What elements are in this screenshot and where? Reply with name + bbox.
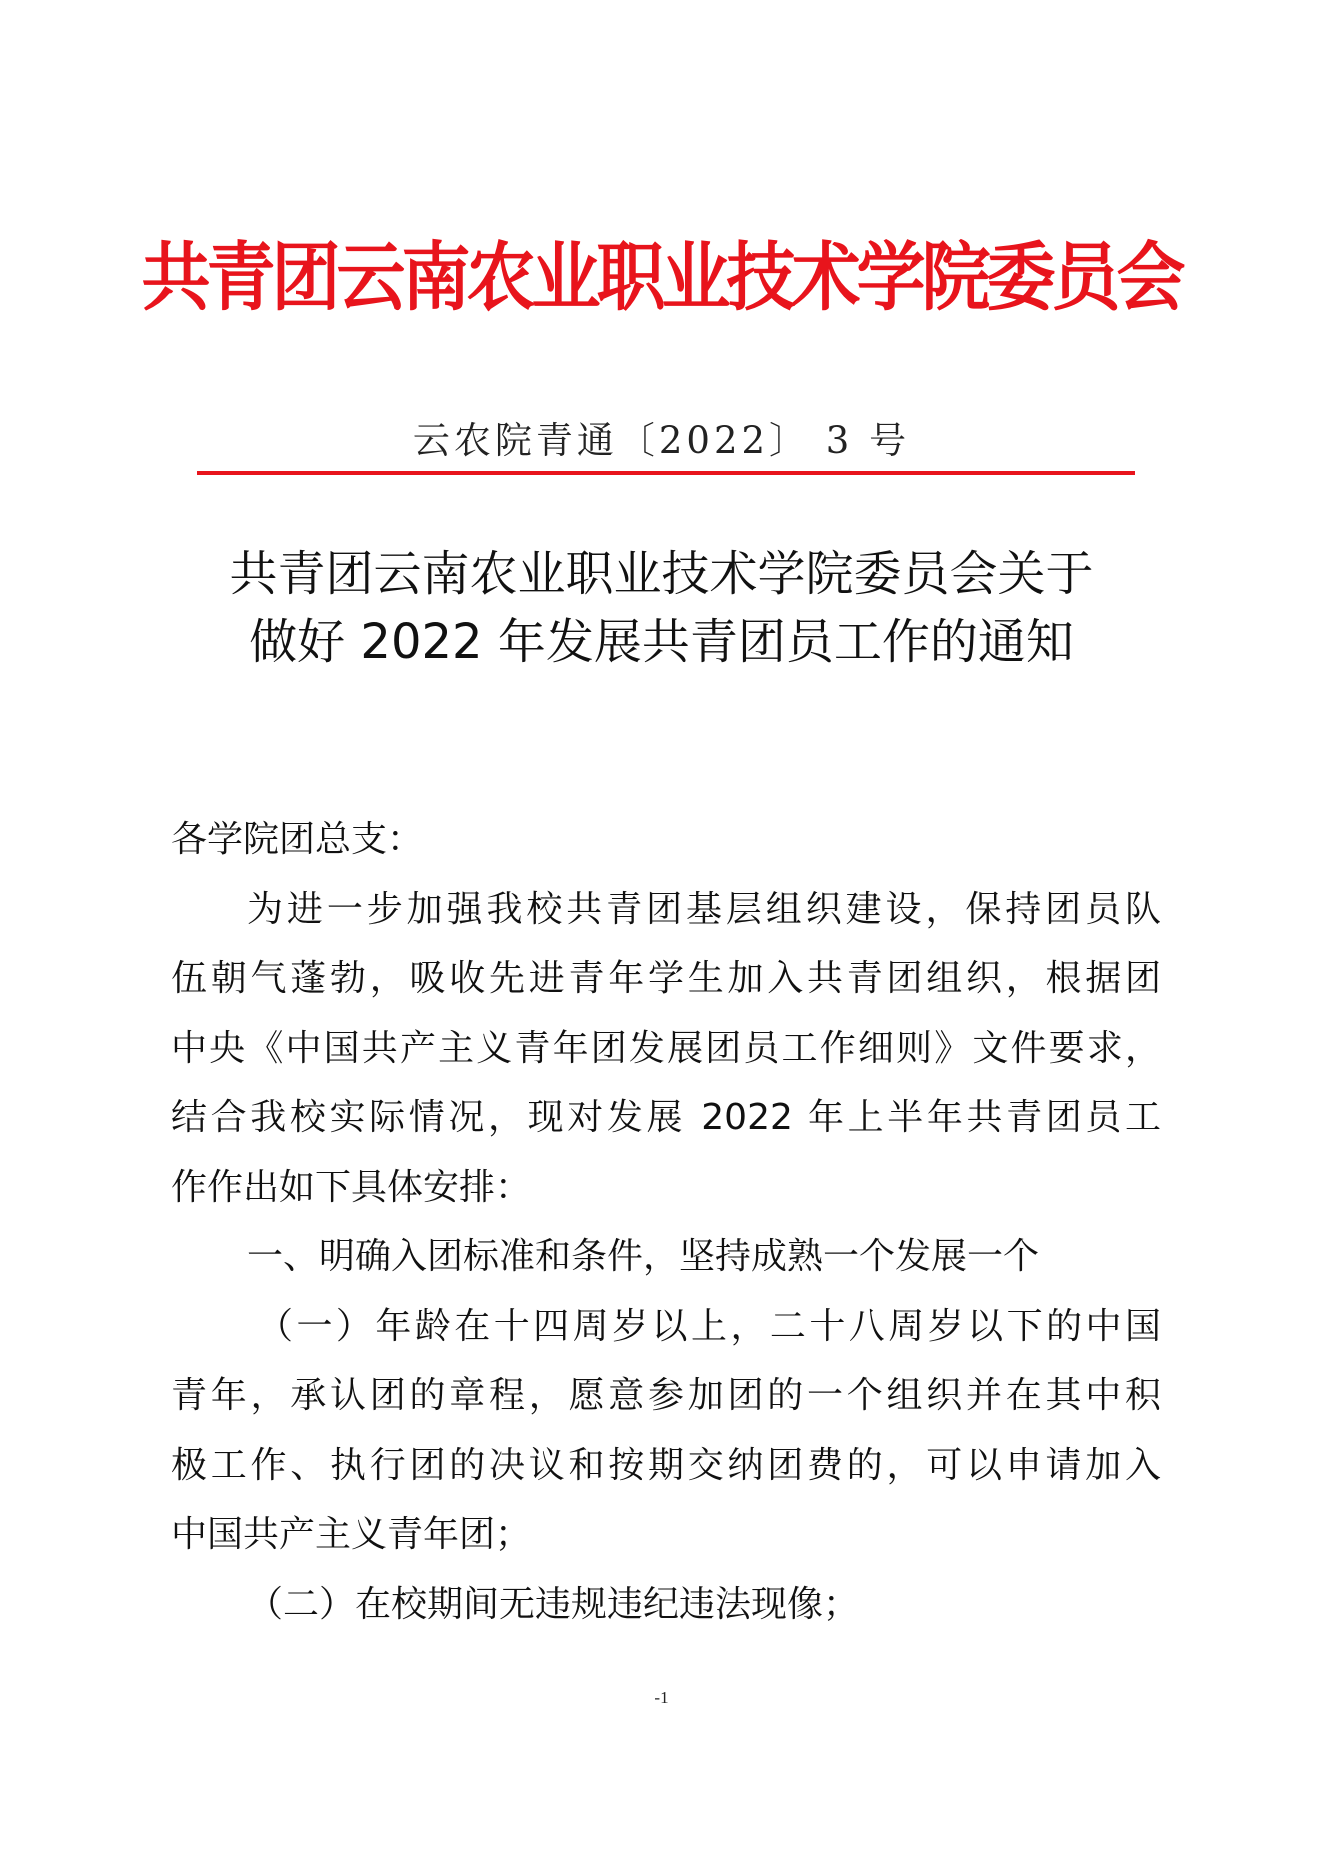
body-line: 伍朝气蓬勃，吸收先进青年学生加入共青团组织，根据团 <box>171 958 1161 999</box>
salutation: 各学院团总支： <box>171 819 424 860</box>
body-line: 青年，承认团的章程，愿意参加团的一个组织并在其中积 <box>171 1375 1161 1416</box>
red-divider-line <box>197 471 1135 475</box>
body-line: 结合我校实际情况，现对发展 2022 年上半年共青团员工 <box>171 1097 1161 1138</box>
body-line: 中国共产主义青年团； <box>171 1514 532 1555</box>
body-line: 极工作、执行团的决议和按期交纳团费的，可以申请加入 <box>171 1444 1161 1486</box>
page-number: -1 <box>654 1688 669 1707</box>
body-line: （二）在校期间无违规违纪违法现像； <box>247 1583 860 1625</box>
document-body <box>171 805 1161 1639</box>
title-line-1: 共青团云南农业职业技术学院委员会关于 <box>229 546 1094 602</box>
organization-header: 共青团云南农业职业技术学院委员会 <box>141 233 1182 322</box>
body-line: （一）年龄在十四周岁以上，二十八周岁以下的中国 <box>257 1305 1161 1347</box>
body-line: 中央《中国共产主义青年团发展团员工作细则》文件要求， <box>171 1027 1161 1069</box>
title-line-2: 做好 2022 年发展共青团员工作的通知 <box>249 614 1074 670</box>
body-line: 为进一步加强我校共青团基层组织建设，保持团员队 <box>247 888 1161 930</box>
section-heading: 一、明确入团标准和条件，坚持成熟一个发展一个 <box>247 1236 1040 1277</box>
document-number: 云农院青通〔2022〕 3 号 <box>412 419 911 462</box>
document-title <box>0 540 1323 676</box>
body-line: 作作出如下具体安排： <box>171 1166 532 1208</box>
